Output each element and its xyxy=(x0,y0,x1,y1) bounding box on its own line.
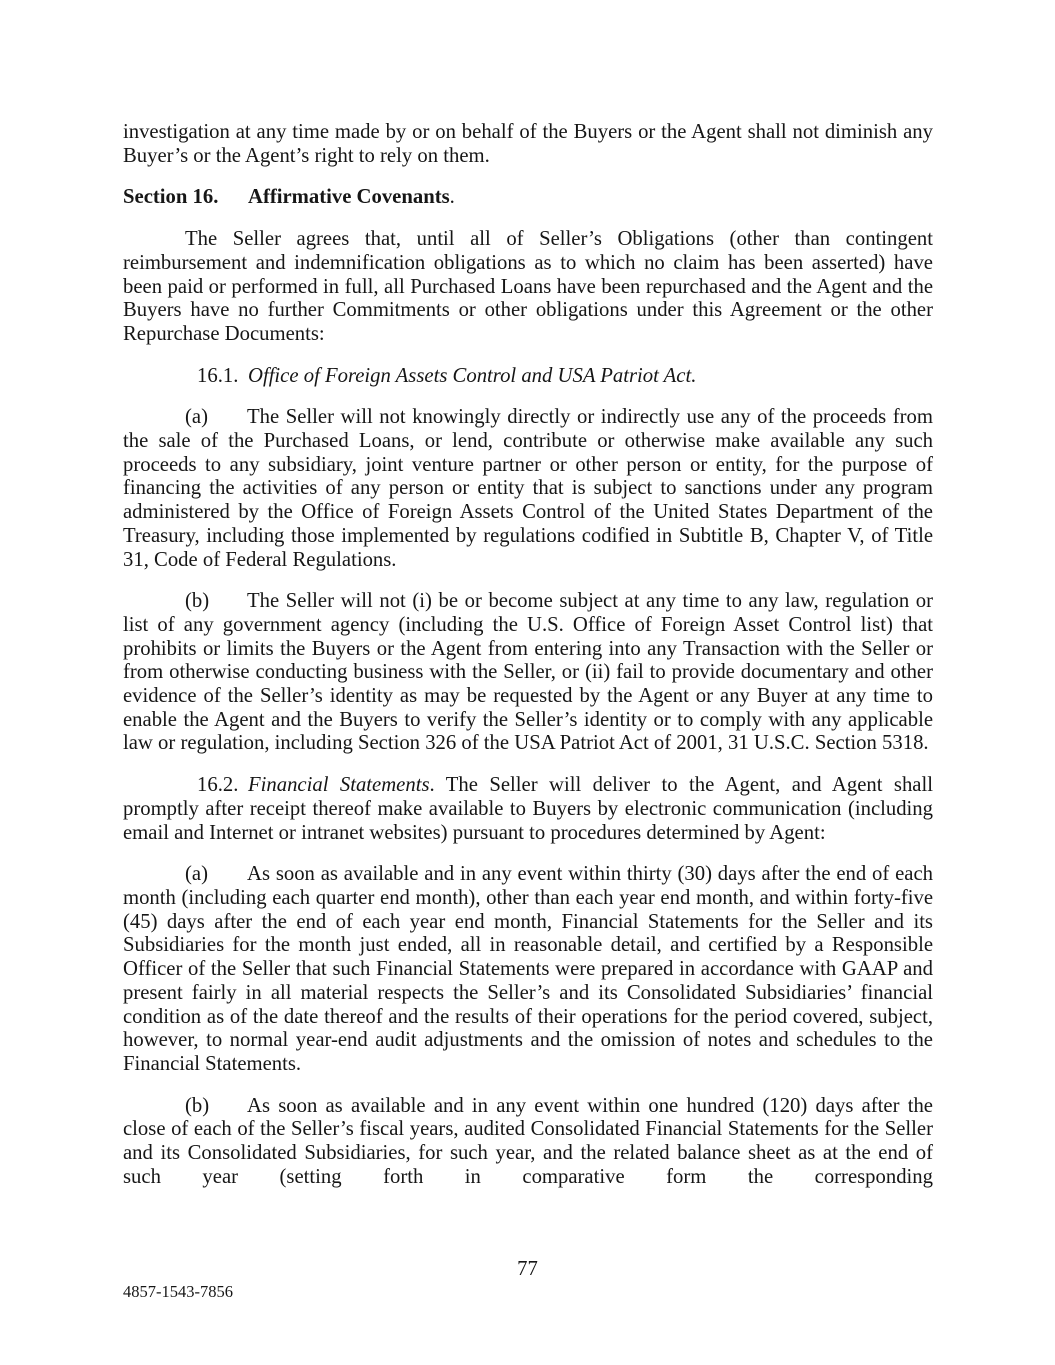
lead-paragraph-text: The Seller agrees that, until all of Seller’s Obligations (other than contingent reimbursement and indemnification obligations as to which no claim has been asserted) have been paid or performed in full, all Purchased Loans have been repurchased and the Agent and the Buyers have no further Commitments or other obligations under this Agreement or the other Repurchase Documents: xyxy=(123,228,933,345)
sub-a-marker: (a) xyxy=(185,863,208,886)
section-16-2-number: 16.2. xyxy=(197,774,239,797)
intro-paragraph xyxy=(123,121,933,168)
intro-paragraph-text: investigation at any time made by or on behalf of the Buyers or the Agent shall not diminish any Buyer’s or the Agent’s right to rely on them. xyxy=(123,121,933,167)
section-16-2-text: . The Seller will deliver to the Agent, and Agent shall promptly after receipt thereof make available to Buyers by electronic communication (including email and Internet or intranet websites) pursuant to procedures determined by Agent: xyxy=(123,774,933,844)
lead-paragraph xyxy=(123,228,933,347)
sub-b-text: The Seller will not (i) be or become subject at any time to any law, regulation or list of any government agency (including the U.S. Office of Foreign Asset Control list) that prohibits or limits the Buyers or the Agent from entering into any Transaction with the Seller or from otherwise conducting business with the Seller, or (ii) fail to provide documentary and other evidence of the Seller’s identity as may be requested by the Agent or any Buyer at any time to enable the Agent and the Buyers to verify the Seller’s identity or to comply with any applicable law or regulation, including Section 326 of the USA Patriot Act of 2001, 31 U.S.C. Section 5318. xyxy=(123,590,933,755)
page-number: 77 xyxy=(517,1258,538,1280)
section-16-title: Affirmative Covenants xyxy=(248,186,450,209)
section-16-1-sub-b xyxy=(123,590,933,756)
sub-a-marker: (a) xyxy=(185,406,208,429)
section-16-label: Section 16. xyxy=(123,186,219,209)
document-control-number: 4857-1543-7856 xyxy=(123,1282,233,1301)
sub-b-marker: (b) xyxy=(185,590,210,613)
section-16-heading xyxy=(123,186,933,210)
section-16-2-sub-b xyxy=(123,1095,933,1190)
section-16-2-title: Financial Statements xyxy=(248,774,430,797)
section-16-2-sub-a xyxy=(123,863,933,1076)
sub-a-text: The Seller will not knowingly directly or indirectly use any of the proceeds from the sale of the Purchased Loans, or lend, contribute or otherwise make available any such proceeds to any subsidiary, joint venture partner or other person or entity, for the purpose of financing the activities of any person or entity that is subject to sanctions under any program administered by the Office of Foreign Assets Control of the United States Department of the Treasury, including those implemented by regulations codified in Subtitle B, Chapter V, of Title 31, Code of Federal Regulations. xyxy=(123,406,933,571)
sub-b-text: As soon as available and in any event within one hundred (120) days after the close of each of the Seller’s fiscal years, audited Consolidated Financial Statements for the Seller and its Consolidated Subsidiaries, for such year, and the related balance sheet as at the end of such year (setting forth in comparative form the corresponding xyxy=(123,1094,933,1188)
sub-b-marker: (b) xyxy=(185,1094,210,1117)
section-16-period: . xyxy=(449,186,455,209)
section-16-1-number: 16.1. xyxy=(197,364,239,387)
sub-a-text: As soon as available and in any event within thirty (30) days after the end of each month (including each quarter end month), other than each year end month, and within forty-five (45) days after the end of each year end month, Financial Statements for the Seller and its Subsidiaries for the month just ended, all in reasonable detail, and certified by a Responsible Officer of the Seller that such Financial Statements were prepared in accordance with GAAP and present fairly in all material respects the Seller’s and its Consolidated Subsidiaries’ financial condition as of the date thereof and the results of their operations for the period covered, subject, however, to normal year-end audit adjustments and the omission of notes and schedules to the Financial Statements. xyxy=(123,863,933,1075)
section-16-2-paragraph xyxy=(123,774,933,845)
section-16-1-title: Office of Foreign Assets Control and USA Patriot Act. xyxy=(248,364,697,387)
section-16-1-heading xyxy=(123,365,933,389)
section-16-1-sub-a xyxy=(123,406,933,572)
document-body xyxy=(123,121,933,1207)
